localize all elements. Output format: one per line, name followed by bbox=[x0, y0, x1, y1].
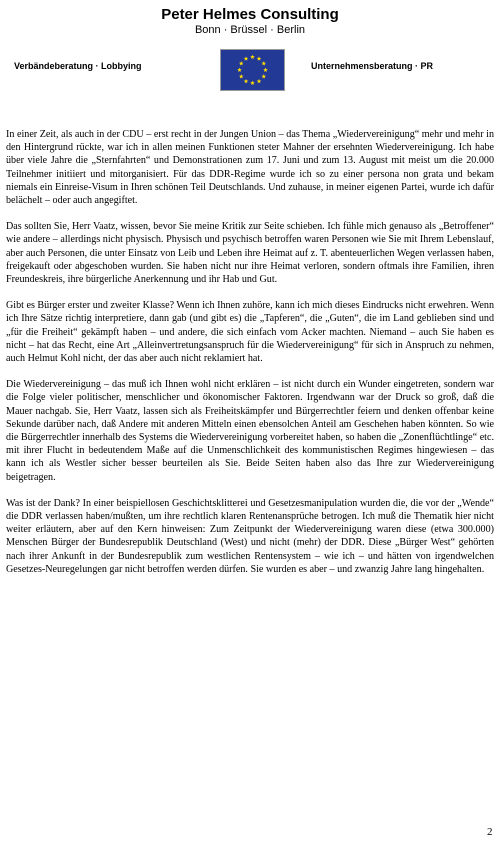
flag-star bbox=[263, 68, 268, 72]
company-cities: Bonn · Brüssel · Berlin bbox=[194, 24, 306, 36]
page-number: 2 bbox=[487, 826, 493, 838]
company-name: Peter Helmes Consulting bbox=[161, 6, 339, 23]
paragraph-3: Gibt es Bürger erster und zweiter Klasse? Wenn ich Ihnen zuhöre, kann ich mich dieses Eindrucks nicht erwehren. Wenn ich Ihre Sätze richtig interpretiere, dann gab (und gibt es) die „Tapferen“, die „Guten“, die im Land geblieben sind und „für die Freiheit“ gekämpft haben – und andere, die sich einfach vom Acker machten. Niemand – auch Sie haben es nicht – hat das Recht, eine Art „Alleinvertretungsanspruch für die Wiedervereinigung“ für sich in Anspruch zu nehmen, auch Helmut Kohl nicht, der das aber auch nicht reklamiert hat. bbox=[6, 300, 494, 365]
left-tagline: Verbändeberatung · Lobbying bbox=[14, 61, 142, 71]
flag-star bbox=[261, 74, 266, 78]
paragraph-1: In einer Zeit, als auch in der CDU – erst recht in der Jungen Union – das Thema „Wiedervereinigung“ mehr und mehr in den Hintergrund rückte, war ich in allen meinen Funktionen steter Mahner der ersehnten Wiedervereinigung. Ich habe über viele Jahre die „Sternfahrten“ und Demonstrationen zum 17. Juni und zum 13. August mit meist um die 20.000 Teilnehmer initiiert und mitorganisiert. Für das DDR-Regime wurde ich so zu einer persona non grata und bekam niemals ein Einreise-Visum in Ihren schönen Teil Deutschlands. Und zuhause, in meiner eigenen Partei, wurde ich dafür belächelt – oder auch angegiftet. bbox=[6, 129, 494, 207]
flag-star bbox=[257, 79, 262, 83]
flag-star bbox=[239, 74, 244, 78]
letterhead bbox=[0, 6, 500, 37]
letterhead-band bbox=[0, 49, 500, 99]
flag-star bbox=[250, 81, 255, 85]
paragraph-4: Die Wiedervereinigung – das muß ich Ihnen wohl nicht erklären – ist nicht durch ein Wunder eingetreten, sondern war die Folge vieler politischer, menschlicher und ökonomischer Faktoren. Irgendwann war der Druck so groß, daß die Mauer nachgab. Sie, Herr Vaatz, lassen sich als Freiheitskämpfer und Bürgerrechtler feiern und denken offenbar keine Sekunde darüber nach, daß Andere mit anderen Mitteln einen ebensolchen Anteil am Geschehen haben könnten. So wie die Bürgerrechtler innerhalb des Systems die Wiedervereinigung vorbereitet haben, so haben die „Zonenflüchtlinge“ etc. mit ihrer Flucht in bedeutendem Maße auf die Unmenschlichkeit des kommunistischen Regimes hingewiesen – das kann ich als Westler sicher besser beurteilen als Sie. Beide Seiten haben also das Ihre zur Wiedervereinigung beigetragen. bbox=[6, 379, 494, 483]
flag-star bbox=[239, 61, 244, 65]
right-tagline: Unternehmensberatung · PR bbox=[311, 61, 434, 71]
paragraph-2: Das sollten Sie, Herr Vaatz, wissen, bevor Sie meine Kritik zur Seite schieben. Ich fühle mich genauso als „Betroffener“ wie andere – allerdings nicht physisch. Physisch und psychisch betroffen waren Personen wie Sie mit Ihrem Lebenslauf, aber auch Personen, die unter Einsatz von Leib und Leben ihre Heimat auf z. T. abenteuerlichen Wegen verlassen haben, freigekauft oder abgeschoben wurden. Sie haben nicht nur ihre Heimat verloren, sondern oftmals ihre Familien, ihren Freundeskreis, ihre bürgerliche Anerkennung und ihr Hab und Gut. bbox=[6, 221, 494, 286]
flag-star bbox=[257, 56, 262, 60]
flag-star bbox=[261, 61, 266, 65]
letter-body bbox=[6, 128, 494, 589]
flag-star bbox=[250, 55, 255, 59]
flag-star bbox=[244, 79, 249, 83]
flag-star bbox=[237, 68, 242, 72]
paragraph-5: Was ist der Dank? In einer beispiellosen Geschichtsklitterei und Gesetzesmanipulation wurden die, die vor der „Wende“ die DDR verlassen haben/mußten, um ihre rechtlich klaren Rentenansprüche betrogen. Ich muß die Thematik hier nicht weiter erläutern, aber auf den Kern hinweisen: Zum Zeitpunkt der Wiedervereinigung waren diese (etwa 300.000) Menschen Bürger der Bundesrepublik Deutschland (West) und nicht (mehr) der DDR. Diese „Bürger West“ gehörten nach ihrer Ankunft in der Bundesrepublik zum westlichen Rentensystem – wie ich – und hätten von irgendwelchen Gesetzes-Neuregelungen gar nicht betroffen werden dürfen. Sie wurden es aber – und zwanzig Jahre lang hingehalten. bbox=[6, 497, 494, 575]
flag-star bbox=[244, 56, 249, 60]
eu-flag-icon bbox=[220, 49, 285, 91]
eu-flag-stars bbox=[221, 50, 284, 90]
